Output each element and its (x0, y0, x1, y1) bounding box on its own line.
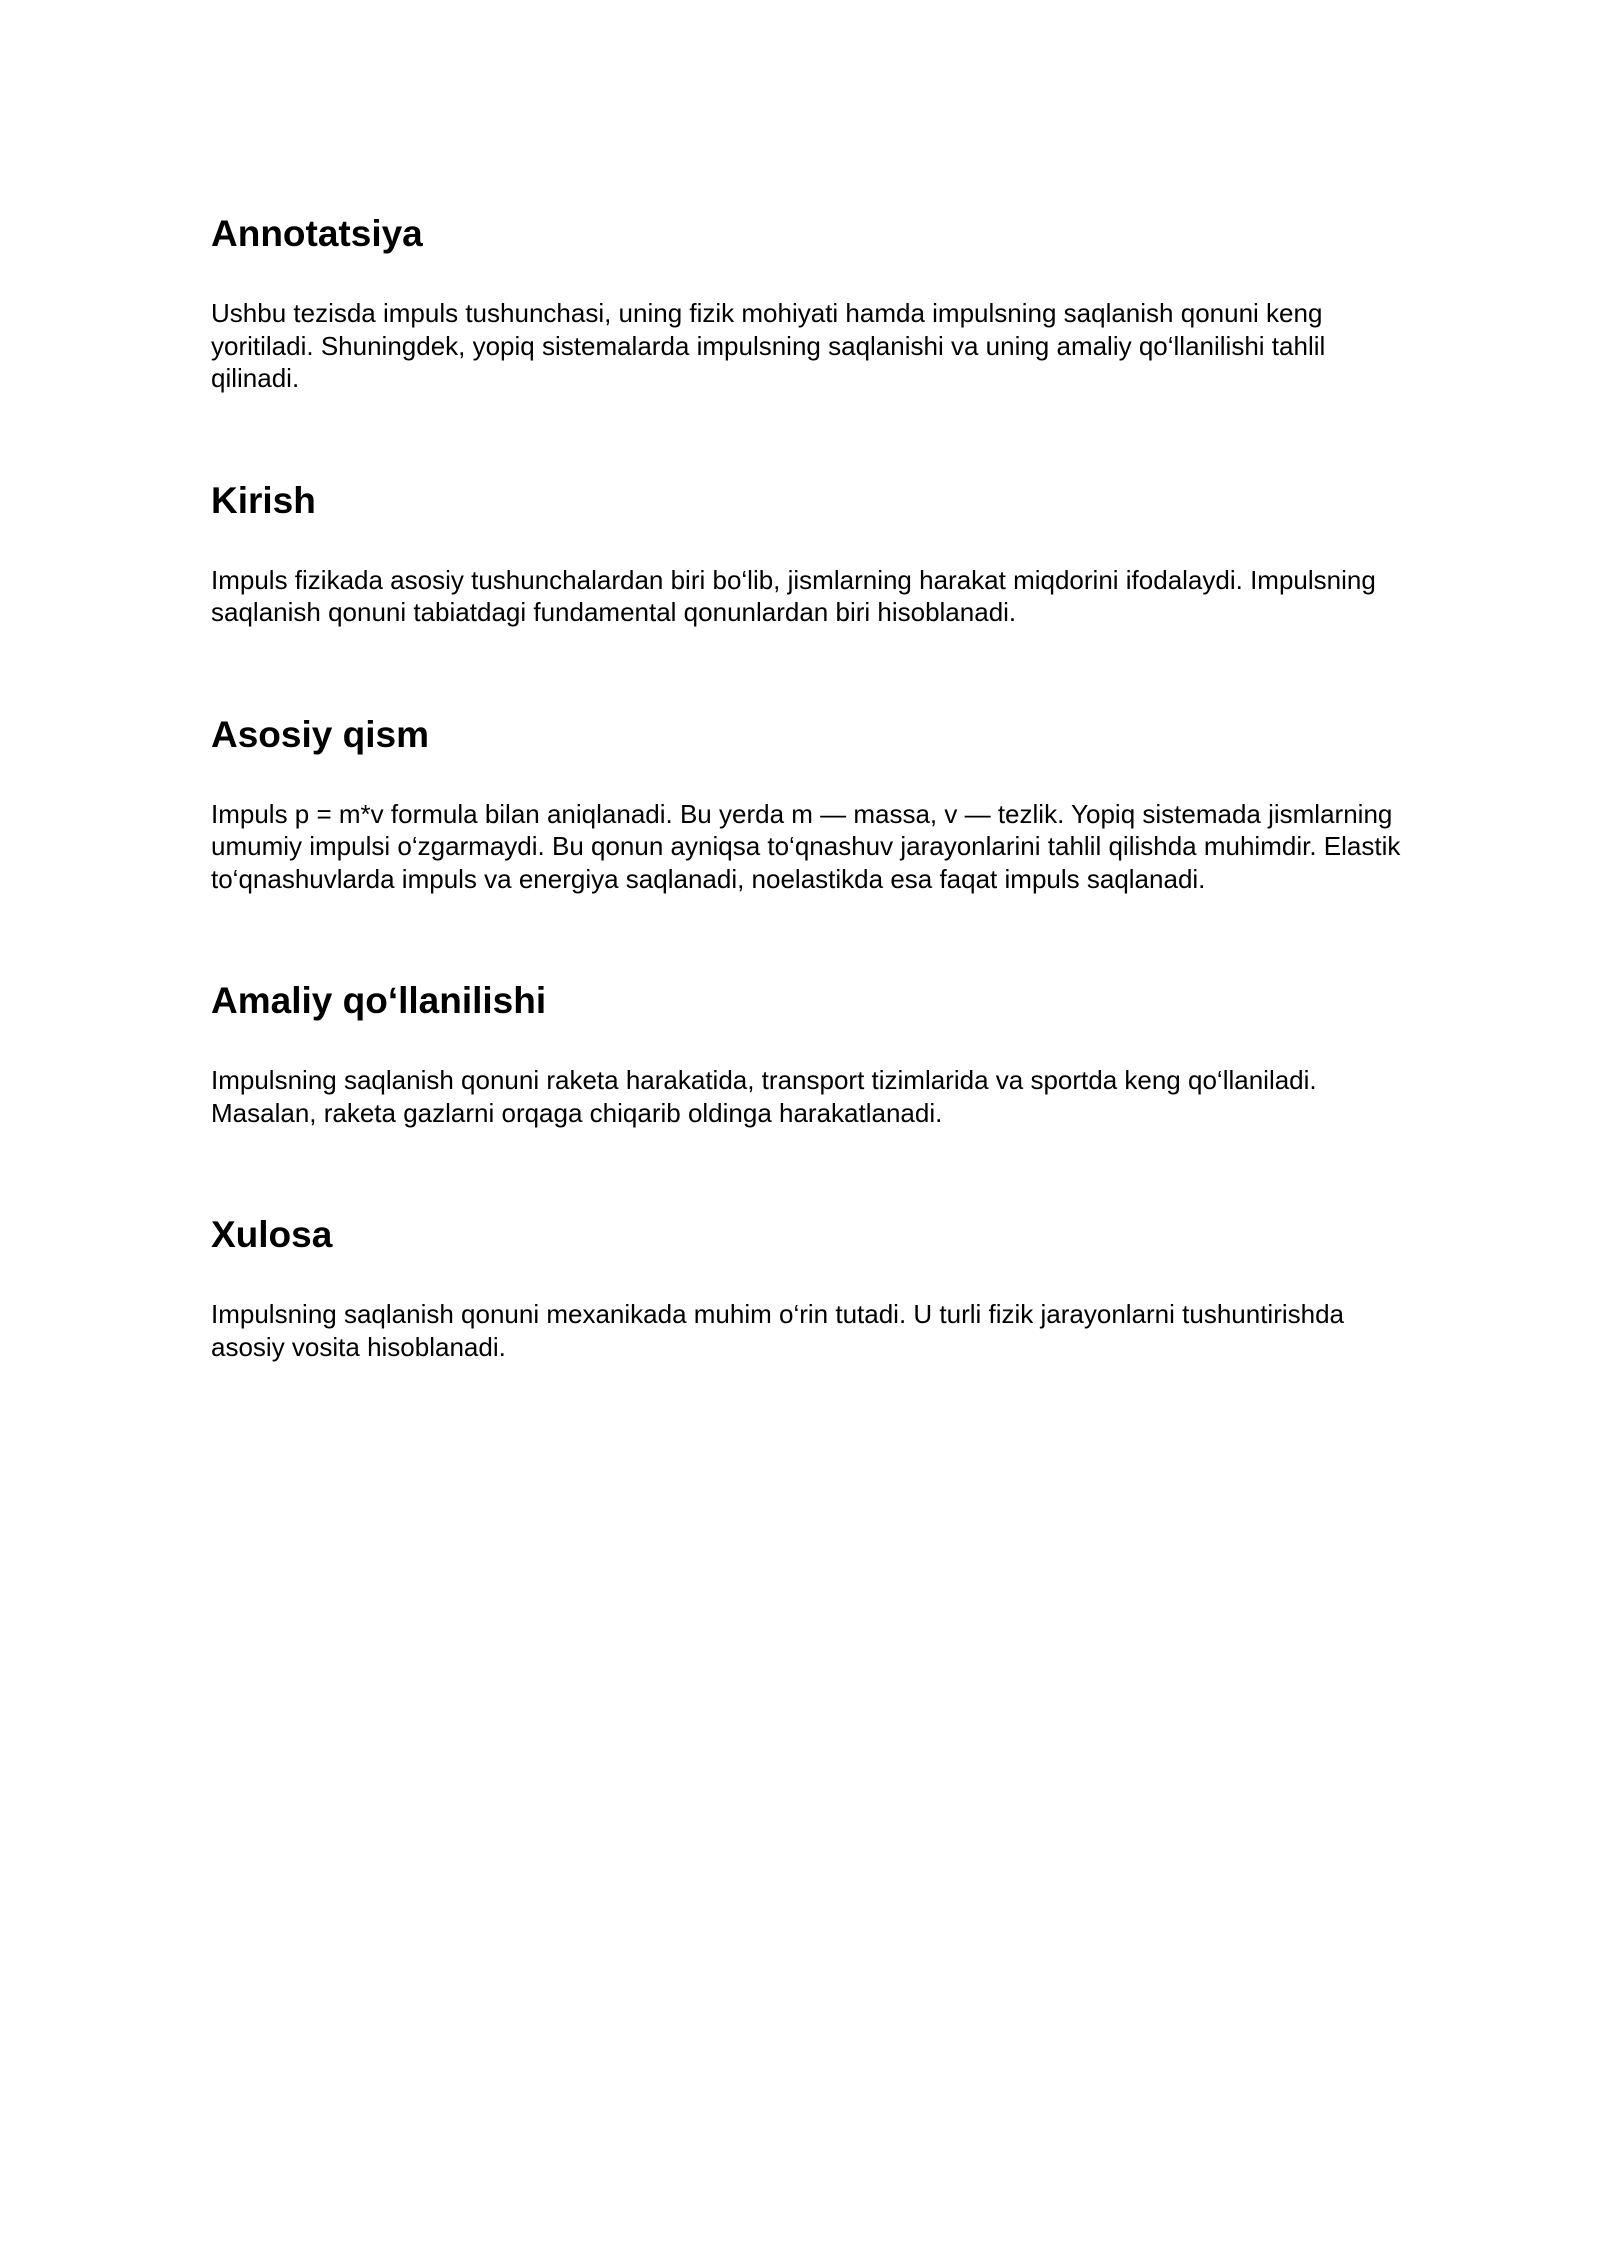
section-paragraph: Impulsning saqlanish qonuni raketa harakatida, transport tizimlarida va sportda keng qo‘llaniladi. Masalan, raketa gazlarni orqaga chiqarib oldinga harakatlanadi. (211, 1065, 1317, 1128)
section-annotatsiya (211, 210, 1411, 395)
section-xulosa (211, 1211, 1411, 1363)
section-paragraph: Impuls fizikada asosiy tushunchalardan biri bo‘lib, jismlarning harakat miqdorini ifodalaydi. Impulsning saqlanish qonuni tabiatdagi fundamental qonunlardan biri hisoblanadi. (211, 564, 1376, 627)
section-paragraph: Impuls p = m*v formula bilan aniqlanadi. Bu yerda m — massa, v — tezlik. Yopiq sistemada jismlarning umumiy impulsi o‘zgarmaydi. Bu qonun ayniqsa to‘qnashuv jarayonlarini tahlil qilishda muhimdir. Elastik to‘qnashuvlarda impuls va energiya saqlanadi, noelastikda esa faqat impuls saqlanadi. (211, 798, 1401, 894)
section-heading: Xulosa (211, 1214, 333, 1255)
section-asosiy-qism (211, 711, 1411, 896)
section-paragraph: Impulsning saqlanish qonuni mexanikada muhim o‘rin tutadi. U turli fizik jarayonlarni tushuntirishda asosiy vosita hisoblanadi. (211, 1299, 1345, 1362)
section-heading: Kirish (211, 479, 316, 521)
document-page (211, 210, 1411, 1363)
section-heading: Amaliy qo‘llanilishi (211, 980, 547, 1021)
section-paragraph: Ushbu tezisda impuls tushunchasi, uning fizik mohiyati hamda impulsning saqlanish qonuni keng yoritiladi. Shuningdek, yopiq sistemalarda impulsning saqlanishi va uning amaliy qo‘llanilishi tahlil qilinadi. (211, 298, 1326, 393)
section-heading: Annotatsiya (211, 213, 423, 254)
section-heading: Asosiy qism (211, 713, 429, 755)
section-amaliy-qollanilishi (211, 977, 1411, 1129)
section-kirish (211, 477, 1411, 629)
